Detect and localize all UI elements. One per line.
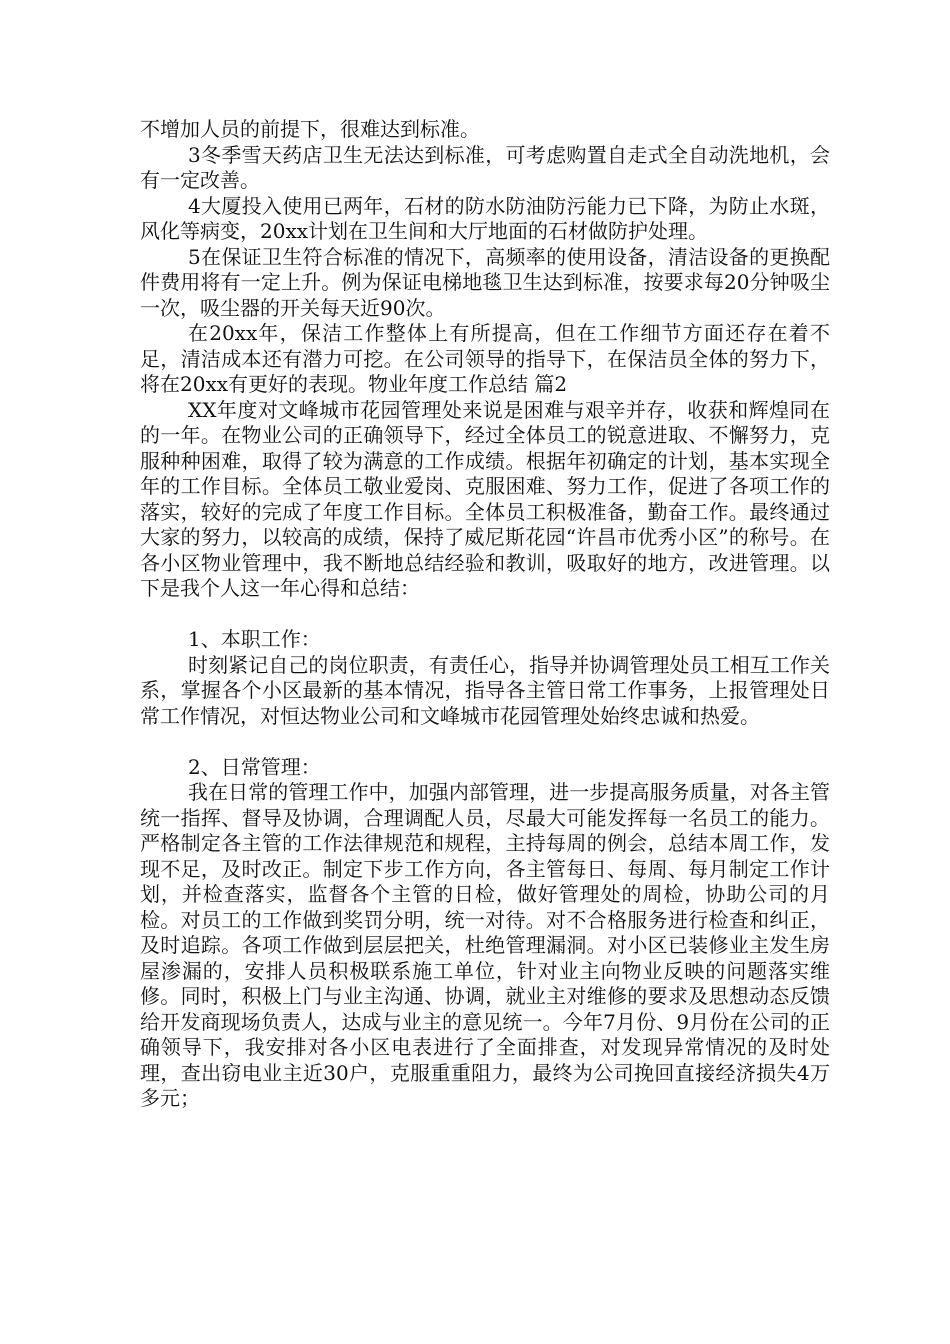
paragraph-item-3: 3冬季雪天药店卫生无法达到标准，可考虑购置自走式全自动洗地机，会有一定改善。 (140, 142, 830, 192)
paragraph-spacer (140, 729, 830, 755)
paragraph-item-4: 4大厦投入使用已两年，石材的防水防油防污能力已下降，为防止水斑，风化等病变，20xx计划在卫生间和大厅地面的石材做防护处理。 (140, 193, 830, 243)
section-body-daily-management: 我在日常的管理工作中，加强内部管理，进一步提高服务质量，对各主管统一指挥、督导及协调，合理调配人员，尽最大可能发挥每一名员工的能力。严格制定各主管的工作法律规范和规程，主持每周的例会，总结本周工作，发现不足，及时改正。制定下步工作方向，各主管每日、每周、每月制定工作计划，并检查落实，监督各个主管的日检，做好管理处的周检，协助公司的月检。对员工的工作做到奖罚分明，统一对待。对不合格服务进行检查和纠正，及时追踪。各项工作做到层层把关，杜绝管理漏洞。对小区已装修业主发生房屋渗漏的，安排人员积极联系施工单位，针对业主向物业反映的问题落实维修。同时，积极上门与业主沟通、协调，就业主对维修的要求及思想动态反馈给开发商现场负责人，达成与业主的意见统一。今年7月份、9月份在公司的正确领导下，我安排对各小区电表进行了全面排查，对发现异常情况的及时处理，查出窃电业主近30户，克服重重阻力，最终为公司挽回直接经济损失4万多元； (140, 780, 830, 1110)
section-body-duties: 时刻紧记自己的岗位职责，有责任心，指导并协调管理处员工相互工作关系，掌握各个小区最新的基本情况，指导各主管日常工作事务，上报管理处日常工作情况，对恒达物业公司和文峰城市花园管理处始终忠诚和热爱。 (140, 652, 830, 728)
paragraph-annual-review: XX年度对文峰城市花园管理处来说是困难与艰辛并存，收获和辉煌同在的一年。在物业公司的正确领导下，经过全体员工的锐意进取、不懈努力，克服种种困难，取得了较为满意的工作成绩。根据年初确定的计划，基本实现全年的工作目标。全体员工敬业爱岗、克服困难、努力工作，促进了各项工作的落实，较好的完成了年度工作目标。全体员工积极准备，勤奋工作。最终通过大家的努力，以较高的成绩，保持了威尼斯花园“许昌市优秀小区”的称号。在各小区物业管理中，我不断地总结经验和教训，吸取好的地方，改进管理。以下是我个人这一年心得和总结： (140, 397, 830, 600)
paragraph-item-5: 5在保证卫生符合标准的情况下，高频率的使用设备，清洁设备的更换配件费用将有一定上升。例为保证电梯地毯卫生达到标准，按要求每20分钟吸尘一次，吸尘器的开关每天近90次。 (140, 244, 830, 320)
document-page (140, 117, 830, 1112)
paragraph-summary: 在20xx年，保洁工作整体上有所提高，但在工作细节方面还存在着不足，清洁成本还有潜力可挖。在公司领导的指导下，在保洁员全体的努力下，将在20xx有更好的表现。物业年度工作总结 篇2 (140, 321, 830, 396)
section-heading-daily-management: 2、日常管理： (188, 754, 321, 779)
paragraph-spacer (140, 602, 830, 628)
paragraph-continuation: 不增加人员的前提下，很难达到标准。 (140, 117, 480, 141)
section-heading-duties: 1、本职工作： (188, 627, 321, 651)
